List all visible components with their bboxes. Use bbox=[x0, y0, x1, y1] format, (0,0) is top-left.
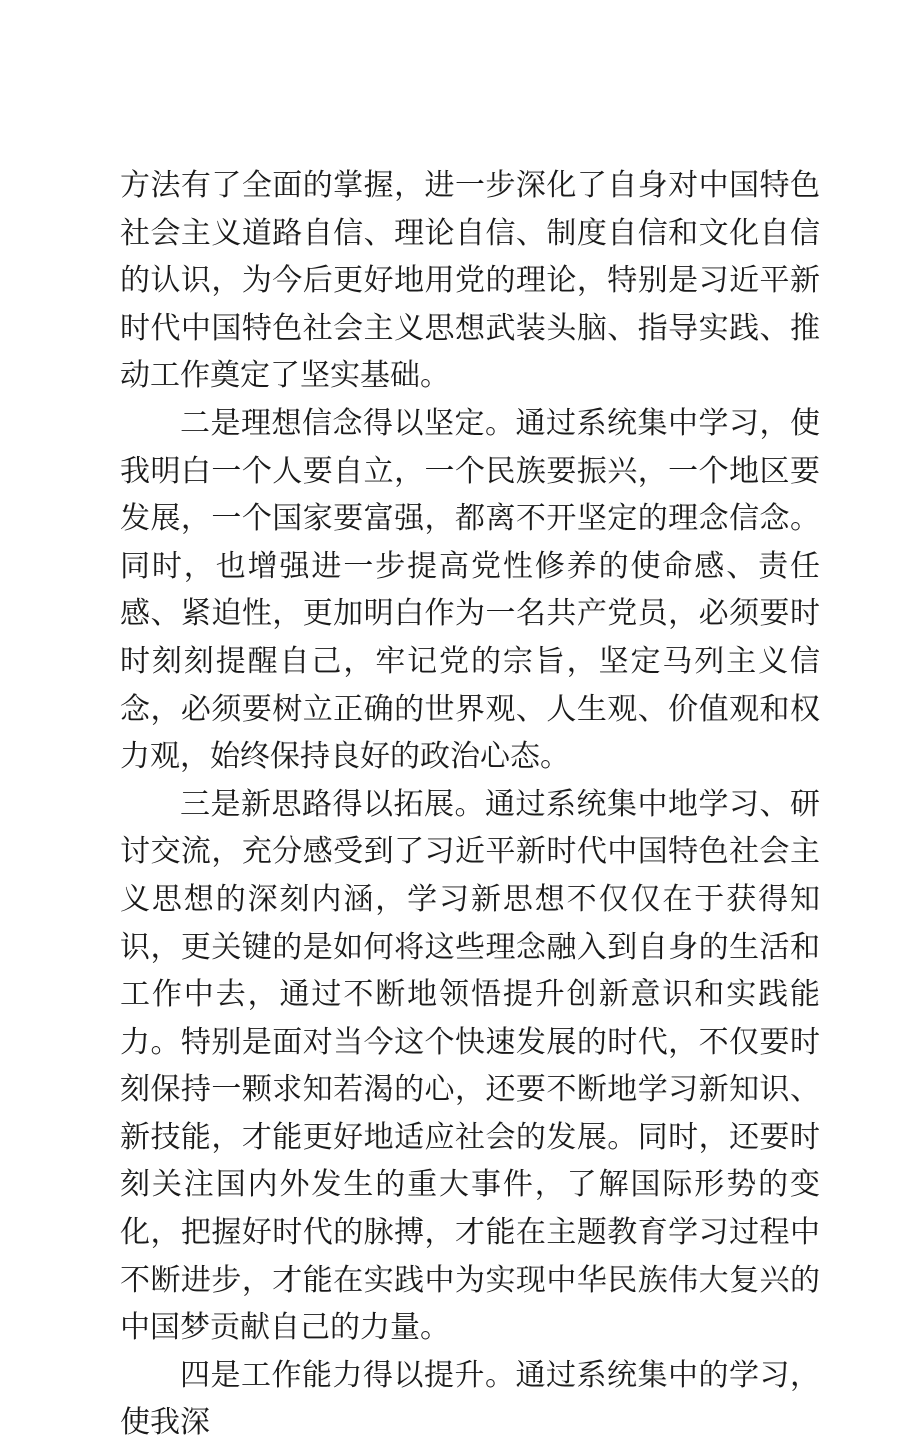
paragraph-new-thinking: 三是新思路得以拓展。通过系统集中地学习、研讨交流，充分感受到了习近平新时代中国特色社会主义思想的深刻内涵，学习新思想不仅仅在于获得知识，更关键的是如何将这些理念融入到自身的生活和工作中去，通过不断地领悟提升创新意识和实践能力。特别是面对当今这个快速发展的时代，不仅要时刻保持一颗求知若渴的心，还要不断地学习新知识、新技能，才能更好地适应社会的发展。同时，还要时刻关注国内外发生的重大事件，了解国际形势的变化，把握好时代的脉搏，才能在主题教育学习过程中不断进步，才能在实践中为实现中华民族伟大复兴的中国梦贡献自己的力量。 bbox=[120, 786, 820, 1346]
paragraph-continuation: 方法有了全面的掌握，进一步深化了自身对中国特色社会主义道路自信、理论自信、制度自信和文化自信的认识，为今后更好地用党的理论，特别是习近平新时代中国特色社会主义思想武装头脑、指导实践、推动工作奠定了坚实基础。 bbox=[120, 168, 820, 394]
paragraph-ideals-beliefs: 二是理想信念得以坚定。通过系统集中学习，使我明白一个人要自立，一个民族要振兴，一个地区要发展，一个国家要富强，都离不开坚定的理念信念。同时，也增强进一步提高党性修养的使命感、责任感、紧迫性，更加明白作为一名共产党员，必须要时时刻刻提醒自己，牢记党的宗旨，坚定马列主义信念，必须要树立正确的世界观、人生观、价值观和权力观，始终保持良好的政治心态。 bbox=[120, 405, 820, 775]
paragraph-work-ability: 四是工作能力得以提升。通过系统集中的学习，使我深 bbox=[120, 1357, 820, 1441]
document-body bbox=[120, 162, 820, 1447]
